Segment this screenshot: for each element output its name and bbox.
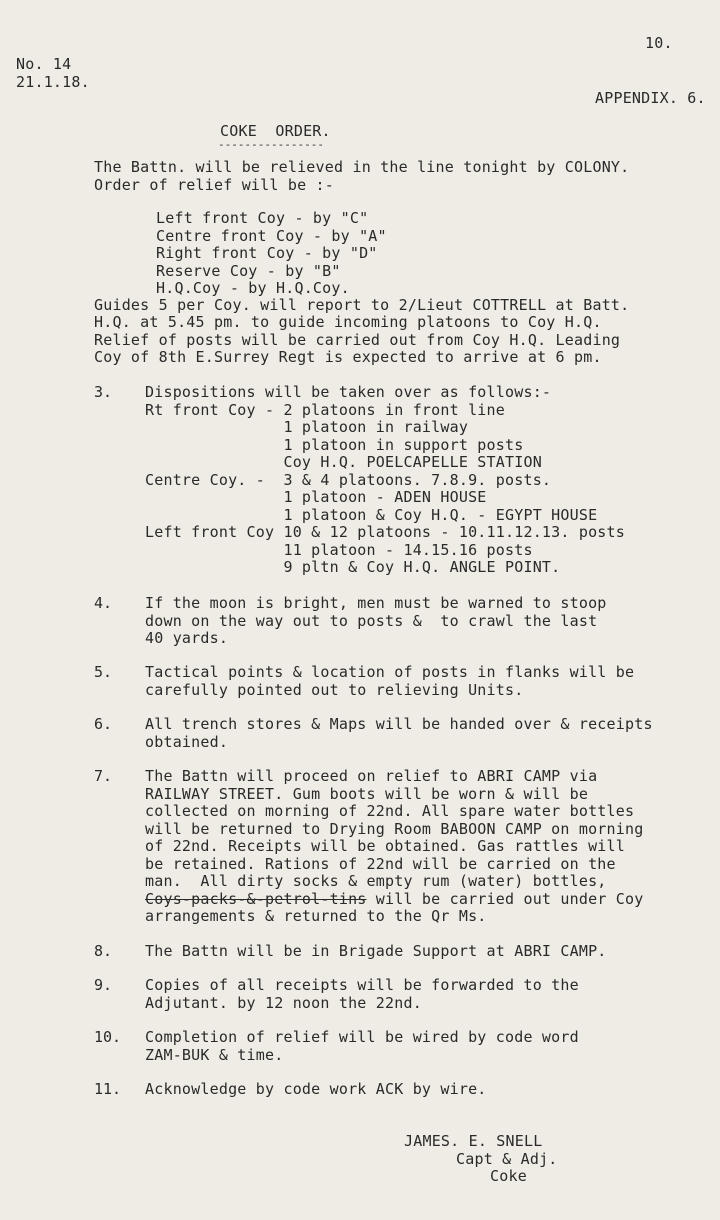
relief-order-item: H.Q.Coy - by H.Q.Coy. [156,279,350,297]
item-number: 9. [94,976,113,994]
item-line: 9 pltn & Coy H.Q. ANGLE POINT. [145,558,561,576]
relief-order-item: Centre front Coy - by "A" [156,227,387,245]
item-line: RAILWAY STREET. Gum boots will be worn & will be [145,785,589,803]
title-rule: ---------------- [218,138,324,151]
intro-line: Order of relief will be :- [94,176,334,194]
item-line: 11 platoon - 14.15.16 posts [145,541,533,559]
item-line: 1 platoon in support posts [145,436,524,454]
item-line: 1 platoon - ADEN HOUSE [145,488,487,506]
item-line: man. All dirty socks & empty rum (water) bottles, [145,872,607,890]
item-number: 11. [94,1080,122,1098]
item-line-continuation: will be carried out under Coy [366,890,644,908]
item-line: be retained. Rations of 22nd will be carried on the [145,855,616,873]
struck-text: Coys-packs-&-petrol-tins [145,890,367,908]
item-number: 3. [94,383,113,401]
appendix-label: APPENDIX. 6. [595,89,706,107]
item-line: 40 yards. [145,629,229,647]
item-line: If the moon is bright, men must be warned to stoop [145,594,607,612]
item-line: down on the way out to posts & to crawl the last [145,612,598,630]
document-title: COKE ORDER. [220,122,331,140]
item-line: Coy H.Q. POELCAPELLE STATION [145,453,542,471]
item-line: 1 platoon in railway [145,418,469,436]
item-line: obtained. [145,733,229,751]
item-line: will be returned to Drying Room BABOON CAMP on morning [145,820,644,838]
order-number: No. 14 [16,55,72,73]
item-number: 4. [94,594,113,612]
relief-order-item: Reserve Coy - by "B" [156,262,341,280]
item-line: ZAM-BUK & time. [145,1046,284,1064]
intro-line: The Battn. will be relieved in the line tonight by COLONY. [94,158,630,176]
item-number: 8. [94,942,113,960]
relief-order-item: Left front Coy - by "C" [156,209,369,227]
item-line: Left front Coy 10 & 12 platoons - 10.11.12.13. posts [145,523,625,541]
signature-unit: Coke [490,1167,527,1185]
item-line: The Battn will proceed on relief to ABRI CAMP via [145,767,598,785]
item-line [145,890,643,908]
item-line: collected on morning of 22nd. All spare water bottles [145,802,635,820]
order-date: 21.1.18. [16,73,90,91]
guides-line: Guides 5 per Coy. will report to 2/Lieut COTTRELL at Batt. [94,296,630,314]
guides-line: H.Q. at 5.45 pm. to guide incoming platoons to Coy H.Q. [94,313,602,331]
item-line: carefully pointed out to relieving Units. [145,681,524,699]
item-number: 10. [94,1028,122,1046]
item-line: arrangements & returned to the Qr Ms. [145,907,487,925]
item-line: Acknowledge by code work ACK by wire. [145,1080,487,1098]
item-line: The Battn will be in Brigade Support at ABRI CAMP. [145,942,607,960]
item-line: 1 platoon & Coy H.Q. - EGYPT HOUSE [145,506,598,524]
item-line: All trench stores & Maps will be handed over & receipts [145,715,653,733]
item-line: Rt front Coy - 2 platoons in front line [145,401,505,419]
signature-name: JAMES. E. SNELL [404,1132,543,1150]
item-line: Dispositions will be taken over as follows:- [145,383,552,401]
item-line: Copies of all receipts will be forwarded to the [145,976,579,994]
relief-order-item: Right front Coy - by "D" [156,244,378,262]
item-line: Completion of relief will be wired by code word [145,1028,579,1046]
item-line: Centre Coy. - 3 & 4 platoons. 7.8.9. posts. [145,471,552,489]
item-line: of 22nd. Receipts will be obtained. Gas rattles will [145,837,625,855]
guides-line: Coy of 8th E.Surrey Regt is expected to arrive at 6 pm. [94,348,602,366]
item-line: Tactical points & location of posts in flanks will be [145,663,635,681]
item-number: 7. [94,767,113,785]
signature-rank: Capt & Adj. [456,1150,558,1168]
item-line: Adjutant. by 12 noon the 22nd. [145,994,422,1012]
item-number: 5. [94,663,113,681]
guides-line: Relief of posts will be carried out from Coy H.Q. Leading [94,331,621,349]
item-number: 6. [94,715,113,733]
page-number: 10. [645,34,673,52]
